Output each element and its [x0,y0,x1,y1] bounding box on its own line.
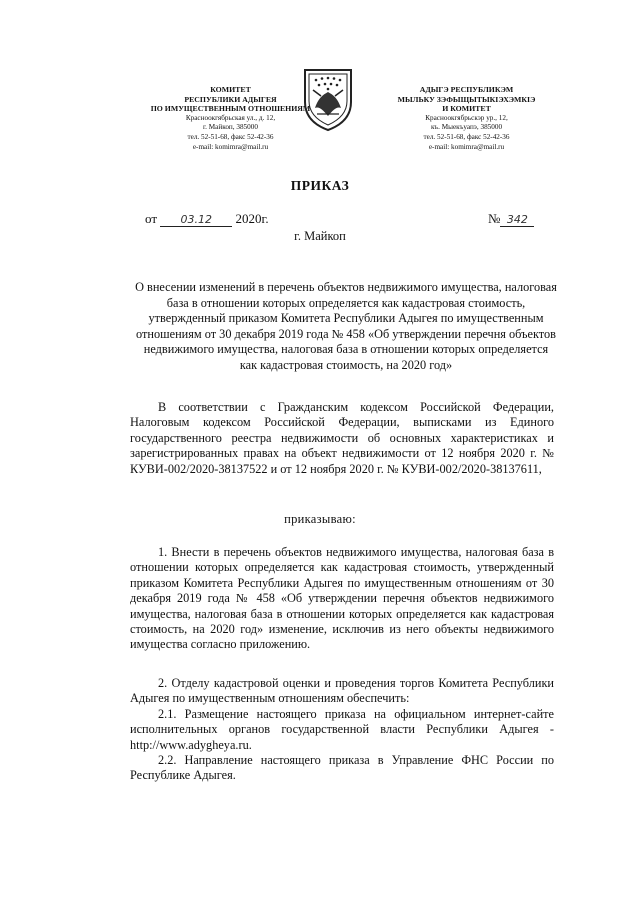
org-name-line: МЫЛЬКУ ЗЭФЫЩЫТЫКІЭХЭМКІЭ [397,94,536,104]
org-address: Красноокгябрьскэр ур., 12, [425,113,508,122]
coat-of-arms-icon [299,66,357,132]
item-2-2-text: 2.2. Направление настоящего приказа в Управление ФНС России по Республике Адыгея. [130,753,554,783]
item-2-block [130,676,554,784]
org-name-line: АДЫГЭ РЕСПУБЛИКЭМ [419,85,514,94]
number-prefix: № [488,211,501,226]
basis-paragraph [130,400,554,477]
letterhead-left [138,85,323,152]
order-city: г. Майкоп [294,229,346,243]
letterhead-right [374,85,559,152]
item-2-text: 2. Отделу кадастровой оценки и проведения торгов Комитета Республики Адыгея по имущественным отношениям обеспечить: [130,676,554,706]
org-phone: тел. 52-51-68, факс 52-42-36 [423,132,510,141]
date-prefix: от [145,211,158,226]
document-title: ПРИКАЗ [290,178,350,193]
org-address: къ. Мыекъуапэ, 385000 [430,123,503,132]
date-suffix: 2020г. [235,211,269,226]
order-subject: О внесении изменений в перечень объектов недвижимого имущества, налоговая база в отношении которых определяется как кадастровая стоимость, утвержденный приказом Комитета Республики Адыгея по имущественным отношениям от 30 декабря 2019 года № 458 «Об утверждении перечня объектов недвижимого имущества, налоговая база в отношении которых определяется как кадастровая стоимость, на 2020 год» [135,280,557,372]
order-date [145,211,269,227]
item-1-text: 1. Внести в перечень объектов недвижимого имущества, налоговая база в отношении которых определяется как кадастровая стоимость, утвержденный приказом Комитета Республики Адыгея по имущественным отношениям от 30 декабря 2019 года № 458 «Об утверждении перечня объектов недвижимого имущества, налоговая база в отношении которых определяется как кадастровая стоимость, на 2020 год» изменение, исключив из него объекты недвижимого имущества согласно приложению. [130,545,554,652]
org-name-line: РЕСПУБЛИКИ АДЫГЕЯ [184,94,277,104]
org-name-line: И КОМИТЕТ [442,104,491,114]
order-number [488,211,534,227]
org-address: г. Майкоп, 385000 [203,123,258,132]
order-word: приказываю: [284,512,356,526]
org-name-line: ПО ИМУЩЕСТВЕННЫМ ОТНОШЕНИЯМ [150,104,311,114]
item-1-paragraph [130,545,554,653]
org-address: Красноокгябрьская ул., д. 12, [185,113,276,122]
item-2-1-text: 2.1. Размещение настоящего приказа на официальном интернет-сайте исполнительных органов государственной власти Республики Адыгея - http://www.adygheya.ru. [130,706,554,752]
number-handwritten: 342 [500,213,534,227]
org-email: e-mail: komimra@mail.ru [428,142,505,151]
org-phone: тел. 52-51-68, факс 52-42-36 [187,132,274,141]
org-email: e-mail: komimra@mail.ru [192,142,269,151]
basis-text: В соответствии с Гражданским кодексом Российской Федерации, Налоговым кодексом Российской Федерации, выписками из Единого государственного реестра недвижимости об основных характеристиках и зарегистрированных правах на объект недвижимости от 12 ноября 2020 г. № КУВИ-002/2020-38137522 и от 12 ноября 2020 г. № КУВИ-002/2020-38137611, [130,400,554,476]
org-name-line: КОМИТЕТ [210,85,251,94]
date-handwritten: 03.12 [160,213,232,227]
